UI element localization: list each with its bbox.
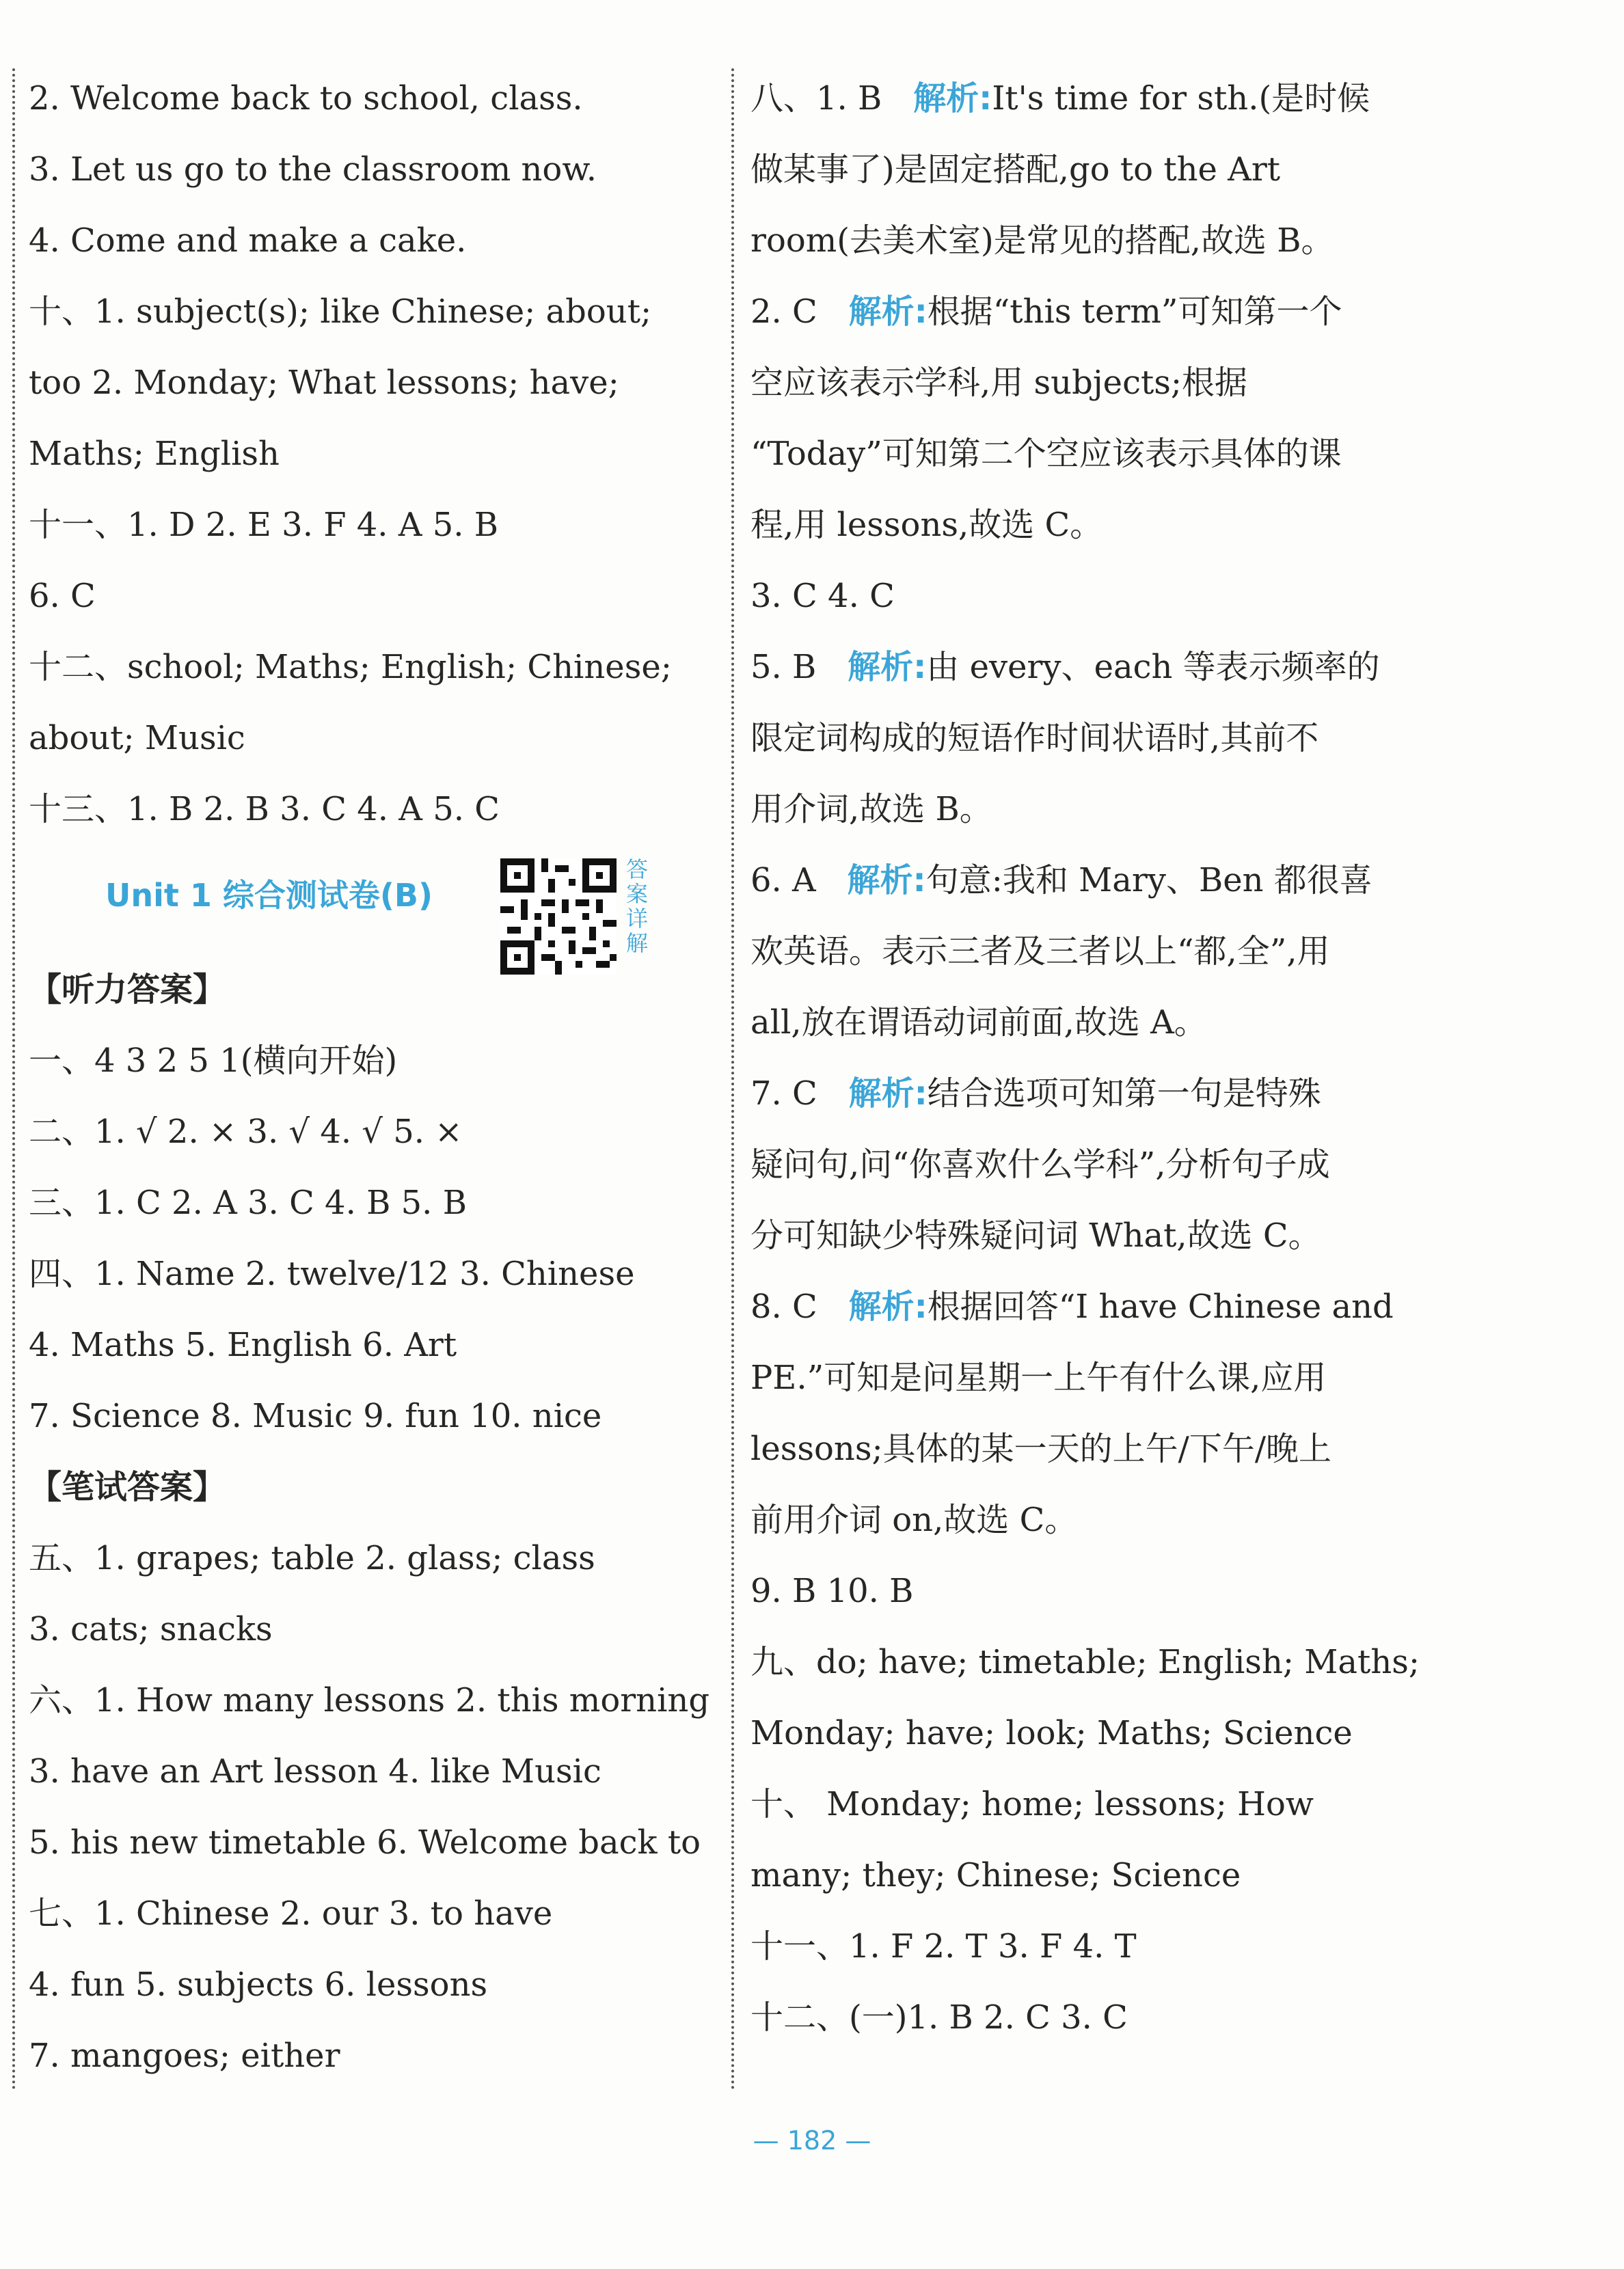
text-line: 十二、school; Maths; English; Chinese; bbox=[29, 648, 672, 686]
text-line: 五、1. grapes; table 2. glass; class bbox=[29, 1539, 595, 1577]
text-line: 4. Come and make a cake. bbox=[29, 221, 467, 260]
text-line: 2. Welcome back to school, class. bbox=[29, 79, 583, 118]
text-line: 七、1. Chinese 2. our 3. to have bbox=[29, 1894, 553, 1933]
text-line: 程,用 lessons,故选 C。 bbox=[750, 506, 1103, 544]
answer-number: 2. C bbox=[750, 293, 817, 331]
text-line: many; they; Chinese; Science bbox=[750, 1856, 1241, 1894]
answer-line bbox=[750, 845, 1448, 916]
text-line: 一、4 3 2 5 1(横向开始) bbox=[29, 1042, 398, 1080]
text-line: 3. C 4. C bbox=[750, 577, 895, 615]
answer-line bbox=[750, 276, 1448, 347]
text-line: 7. Science 8. Music 9. fun 10. nice bbox=[29, 1397, 602, 1435]
text-line: 空应该表示学科,用 subjects;根据 bbox=[750, 364, 1248, 402]
analysis-tag: 解析: bbox=[913, 79, 992, 118]
text-line: 做某事了)是固定搭配,go to the Art bbox=[750, 150, 1281, 189]
text-line: 4. fun 5. subjects 6. lessons bbox=[29, 1966, 488, 2004]
page-number: — 182 — bbox=[753, 2125, 871, 2156]
left-column bbox=[29, 63, 719, 2091]
answer-line bbox=[750, 1271, 1448, 1342]
text-line: Maths; English bbox=[29, 435, 280, 473]
text-line: 十三、1. B 2. B 3. C 4. A 5. C bbox=[29, 790, 500, 828]
text-line: 7. mangoes; either bbox=[29, 2037, 340, 2075]
text-line: 限定词构成的短语作时间状语时,其前不 bbox=[750, 719, 1319, 757]
analysis-text: 由 every、each 等表示频率的 bbox=[926, 648, 1380, 686]
right-column bbox=[750, 63, 1448, 2053]
text-line: 3. have an Art lesson 4. like Music bbox=[29, 1752, 601, 1791]
text-line: Monday; have; look; Maths; Science bbox=[750, 1714, 1353, 1752]
analysis-tag: 解析: bbox=[847, 861, 926, 899]
analysis-tag: 解析: bbox=[848, 293, 928, 331]
answer-number: 八、1. B bbox=[750, 79, 882, 118]
answer-line bbox=[750, 631, 1448, 703]
text-line: 4. Maths 5. English 6. Art bbox=[29, 1326, 457, 1364]
section-header bbox=[29, 845, 719, 954]
section-title: Unit 1 综合测试卷(B) bbox=[105, 877, 433, 914]
text-line: 用介词,故选 B。 bbox=[750, 790, 992, 828]
analysis-text: 结合选项可知第一句是特殊 bbox=[927, 1074, 1321, 1113]
text-line: 5. his new timetable 6. Welcome back to bbox=[29, 1823, 701, 1862]
qr-caption: 答案详解 bbox=[626, 856, 649, 956]
text-line: 分可知缺少特殊疑问词 What,故选 C。 bbox=[750, 1217, 1321, 1255]
text-line: too 2. Monday; What lessons; have; bbox=[29, 364, 619, 402]
text-line: 前用介词 on,故选 C。 bbox=[750, 1501, 1078, 1539]
text-line: 六、1. How many lessons 2. this morning bbox=[29, 1681, 710, 1720]
text-line: PE.”可知是问星期一上午有什么课,应用 bbox=[750, 1359, 1327, 1397]
analysis-tag: 解析: bbox=[848, 648, 927, 686]
answer-line bbox=[750, 1058, 1448, 1129]
text-line: 6. C bbox=[29, 577, 96, 615]
answer-number: 8. C bbox=[750, 1288, 817, 1326]
text-line: 9. B 10. B bbox=[750, 1572, 914, 1610]
analysis-tag: 解析: bbox=[848, 1288, 928, 1326]
text-line: 三、1. C 2. A 3. C 4. B 5. B bbox=[29, 1184, 467, 1222]
text-line: 十一、1. F 2. T 3. F 4. T bbox=[750, 1927, 1137, 1966]
text-line: 四、1. Name 2. twelve/12 3. Chinese bbox=[29, 1255, 635, 1293]
text-line: 欢英语。表示三者及三者以上“都,全”,用 bbox=[750, 932, 1330, 970]
text-line: 十一、1. D 2. E 3. F 4. A 5. B bbox=[29, 506, 499, 544]
analysis-text: 根据“this term”可知第一个 bbox=[927, 293, 1342, 331]
text-line: 3. cats; snacks bbox=[29, 1610, 273, 1648]
analysis-tag: 解析: bbox=[848, 1074, 928, 1113]
text-line: 九、do; have; timetable; English; Maths; bbox=[750, 1643, 1420, 1681]
qr-code-icon[interactable] bbox=[500, 858, 617, 975]
text-line: room(去美术室)是常见的搭配,故选 B。 bbox=[750, 221, 1334, 260]
text-line: 3. Let us go to the classroom now. bbox=[29, 150, 597, 189]
text-line: 二、1. √ 2. × 3. √ 4. √ 5. × bbox=[29, 1113, 463, 1151]
text-line: “Today”可知第二个空应该表示具体的课 bbox=[750, 435, 1342, 473]
text-line: 疑问句,问“你喜欢什么学科”,分析句子成 bbox=[750, 1145, 1330, 1184]
text-line: all,放在谓语动词前面,故选 A。 bbox=[750, 1003, 1207, 1042]
answer-number: 7. C bbox=[750, 1074, 817, 1113]
answer-line bbox=[750, 63, 1448, 134]
text-line: 十、 Monday; home; lessons; How bbox=[750, 1785, 1314, 1823]
text-line: 十二、(一)1. B 2. C 3. C bbox=[750, 1998, 1128, 2037]
analysis-text: It's time for sth.(是时候 bbox=[992, 79, 1370, 118]
written-heading: 【笔试答案】 bbox=[29, 1468, 226, 1506]
answer-number: 6. A bbox=[750, 861, 816, 899]
text-line: 十、1. subject(s); like Chinese; about; bbox=[29, 293, 652, 331]
analysis-text: 句意:我和 Mary、Ben 都很喜 bbox=[925, 861, 1372, 899]
analysis-text: 根据回答“I have Chinese and bbox=[927, 1288, 1394, 1326]
listening-heading: 【听力答案】 bbox=[29, 970, 226, 1009]
left-margin-rule bbox=[12, 68, 15, 2091]
text-line: lessons;具体的某一天的上午/下午/晚上 bbox=[750, 1430, 1331, 1468]
text-line: about; Music bbox=[29, 719, 245, 757]
answer-number: 5. B bbox=[750, 648, 817, 686]
column-divider-rule bbox=[731, 68, 734, 2091]
